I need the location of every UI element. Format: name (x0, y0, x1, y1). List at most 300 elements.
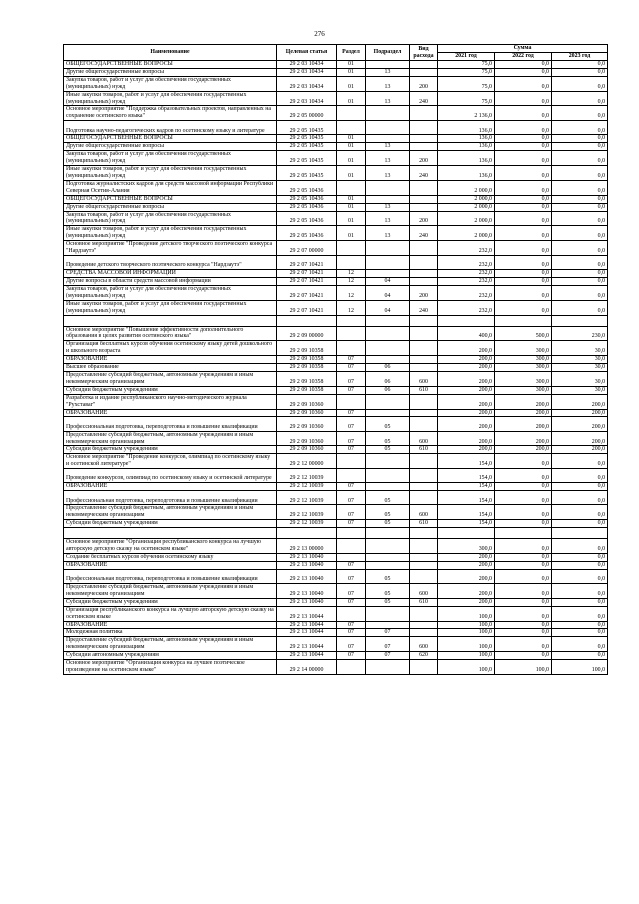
cell-target: 29 2 07 00000 (277, 241, 337, 256)
cell-2021: 75,0 (438, 61, 495, 69)
cell-name: Закупка товаров, работ и услуг для обеспечения государственных (муниципальных) нужд (64, 285, 277, 300)
cell-expense-type (410, 278, 438, 286)
cell-section (337, 606, 366, 621)
row-spacer (64, 528, 608, 539)
cell-2023: 0,0 (552, 652, 608, 660)
cell-section: 07 (337, 483, 366, 491)
cell-target: 29 2 05 10435 (277, 143, 337, 151)
table-row (64, 270, 608, 278)
cell-expense-type (410, 106, 438, 121)
cell-name: Создание бесплатных курсов обучения осетинскому языку (64, 553, 277, 561)
cell-2023: 0,0 (552, 226, 608, 241)
cell-2022: 0,0 (495, 121, 552, 135)
cell-2023: 0,0 (552, 135, 608, 143)
cell-section: 12 (337, 300, 366, 315)
cell-2023: 0,0 (552, 166, 608, 181)
cell-name: Закупка товаров, работ и услуг для обеспечения государственных (муниципальных) нужд (64, 211, 277, 226)
cell-section: 07 (337, 364, 366, 372)
table-row (64, 195, 608, 203)
table-row (64, 409, 608, 417)
header-2022: 2022 год (495, 53, 552, 61)
cell-2021: 200,0 (438, 583, 495, 598)
cell-2023: 0,0 (552, 270, 608, 278)
table-row (64, 151, 608, 166)
cell-section: 07 (337, 520, 366, 528)
cell-target: 29 2 14 00000 (277, 660, 337, 675)
cell-2023: 0,0 (552, 553, 608, 561)
cell-section: 07 (337, 386, 366, 394)
cell-subsection: 13 (366, 68, 410, 76)
cell-expense-type (410, 539, 438, 554)
cell-2022: 0,0 (495, 180, 552, 195)
cell-name: Подготовка журналистских кадров для средств массовой информации Республики Северная Осетия-Алания (64, 180, 277, 195)
header-section: Раздел (337, 45, 366, 61)
cell-2023: 30,0 (552, 386, 608, 394)
cell-subsection (366, 135, 410, 143)
cell-expense-type (410, 483, 438, 491)
cell-name: Основное мероприятие "Организация республиканского конкурса на лучшую авторскую детскую сказку на осетинском языке" (64, 539, 277, 554)
table-row (64, 520, 608, 528)
cell-2021: 200,0 (438, 341, 495, 356)
cell-name: Основное мероприятие "Повышение эффективности дополнительного образования в целях развития осетинского языка" (64, 326, 277, 341)
cell-expense-type: 240 (410, 91, 438, 106)
cell-subsection (366, 341, 410, 356)
cell-name: СРЕДСТВА МАССОВОЙ ИНФОРМАЦИИ (64, 270, 277, 278)
cell-2021: 200,0 (438, 386, 495, 394)
table-row (64, 483, 608, 491)
cell-2023: 200,0 (552, 394, 608, 409)
cell-2023: 230,0 (552, 326, 608, 341)
cell-2022: 0,0 (495, 68, 552, 76)
cell-expense-type (410, 255, 438, 269)
cell-target: 29 2 13 10044 (277, 621, 337, 629)
cell-target: 29 2 05 10435 (277, 151, 337, 166)
table-row (64, 394, 608, 409)
table-row (64, 621, 608, 629)
cell-2022: 0,0 (495, 569, 552, 583)
cell-expense-type (410, 606, 438, 621)
cell-name: ОБРАЗОВАНИЕ (64, 483, 277, 491)
cell-2022: 0,0 (495, 241, 552, 256)
cell-2022: 0,0 (495, 135, 552, 143)
header-expense-type: Вид расхода (410, 45, 438, 61)
cell-subsection: 05 (366, 520, 410, 528)
cell-subsection: 13 (366, 76, 410, 91)
cell-2023: 0,0 (552, 637, 608, 652)
cell-subsection: 07 (366, 629, 410, 637)
cell-section: 07 (337, 417, 366, 431)
cell-2023: 0,0 (552, 241, 608, 256)
table-row (64, 241, 608, 256)
cell-subsection (366, 409, 410, 417)
cell-name: ОБЩЕГОСУДАРСТВЕННЫЕ ВОПРОСЫ (64, 135, 277, 143)
cell-2023: 0,0 (552, 203, 608, 211)
cell-2022: 0,0 (495, 203, 552, 211)
cell-subsection (366, 483, 410, 491)
cell-name: Иные закупки товаров, работ и услуг для обеспечения государственных (муниципальных) нужд (64, 91, 277, 106)
cell-2022: 0,0 (495, 61, 552, 69)
cell-name: Предоставление субсидий бюджетным, автономным учреждениям и иным некоммерческим организациям (64, 372, 277, 387)
cell-subsection (366, 106, 410, 121)
cell-2023: 0,0 (552, 491, 608, 505)
cell-subsection (366, 621, 410, 629)
cell-target: 29 2 13 00000 (277, 539, 337, 554)
cell-2021: 154,0 (438, 520, 495, 528)
cell-section (337, 454, 366, 469)
cell-expense-type: 610 (410, 386, 438, 394)
cell-section: 01 (337, 203, 366, 211)
cell-2021: 100,0 (438, 637, 495, 652)
cell-2022: 0,0 (495, 621, 552, 629)
cell-2022: 0,0 (495, 583, 552, 598)
cell-2021: 200,0 (438, 356, 495, 364)
cell-target: 29 2 13 10040 (277, 561, 337, 569)
cell-expense-type: 200 (410, 285, 438, 300)
cell-subsection (366, 326, 410, 341)
cell-name: Субсидии бюджетным учреждениям (64, 386, 277, 394)
cell-2021: 400,0 (438, 326, 495, 341)
cell-section: 01 (337, 61, 366, 69)
cell-expense-type (410, 356, 438, 364)
cell-name: Субсидии автономным учреждениям (64, 652, 277, 660)
cell-2021: 232,0 (438, 300, 495, 315)
cell-2022: 0,0 (495, 652, 552, 660)
cell-expense-type (410, 241, 438, 256)
table-row (64, 341, 608, 356)
table-row (64, 660, 608, 675)
cell-2021: 200,0 (438, 598, 495, 606)
cell-expense-type (410, 621, 438, 629)
cell-name: Организация бесплатных курсов обучения осетинскому языку детей дошкольного и школьного возраста (64, 341, 277, 356)
cell-expense-type (410, 121, 438, 135)
cell-name: ОБРАЗОВАНИЕ (64, 409, 277, 417)
table-row (64, 61, 608, 69)
cell-2022: 300,0 (495, 364, 552, 372)
cell-expense-type (410, 569, 438, 583)
cell-expense-type (410, 364, 438, 372)
cell-target: 29 2 13 10044 (277, 629, 337, 637)
cell-name: Субсидии бюджетным учреждениям (64, 598, 277, 606)
cell-2022: 0,0 (495, 520, 552, 528)
cell-2022: 300,0 (495, 341, 552, 356)
cell-2022: 0,0 (495, 270, 552, 278)
cell-name: ОБРАЗОВАНИЕ (64, 356, 277, 364)
table-row (64, 561, 608, 569)
cell-2021: 136,0 (438, 121, 495, 135)
cell-2022: 0,0 (495, 166, 552, 181)
cell-target: 29 2 05 10435 (277, 121, 337, 135)
cell-target: 29 2 09 00000 (277, 326, 337, 341)
cell-section: 12 (337, 285, 366, 300)
page-number: 276 (314, 30, 325, 38)
cell-subsection (366, 61, 410, 69)
cell-expense-type: 600 (410, 431, 438, 446)
header-name: Наименование (64, 45, 277, 61)
cell-target: 29 2 05 10436 (277, 180, 337, 195)
cell-2022: 0,0 (495, 106, 552, 121)
cell-name: Разработка и издание республиканского научно-методического журнала "Рухставаг" (64, 394, 277, 409)
cell-2021: 232,0 (438, 278, 495, 286)
cell-name: Другие общегосударственные вопросы (64, 143, 277, 151)
cell-2023: 0,0 (552, 300, 608, 315)
cell-target: 29 2 13 10044 (277, 652, 337, 660)
cell-2022: 0,0 (495, 211, 552, 226)
cell-name: Профессиональная подготовка, переподготовка и повышение квалификации (64, 569, 277, 583)
cell-2021: 232,0 (438, 241, 495, 256)
cell-2023: 0,0 (552, 143, 608, 151)
cell-section (337, 255, 366, 269)
cell-2023: 0,0 (552, 106, 608, 121)
cell-target: 29 2 09 10358 (277, 386, 337, 394)
cell-subsection: 06 (366, 386, 410, 394)
table-row (64, 285, 608, 300)
cell-2021: 2 000,0 (438, 226, 495, 241)
cell-expense-type: 620 (410, 652, 438, 660)
cell-2023: 0,0 (552, 483, 608, 491)
cell-2022: 0,0 (495, 606, 552, 621)
cell-subsection (366, 195, 410, 203)
cell-target: 29 2 07 10421 (277, 285, 337, 300)
cell-expense-type (410, 629, 438, 637)
cell-section (337, 326, 366, 341)
cell-section: 07 (337, 505, 366, 520)
header-sum: Сумма (438, 45, 608, 53)
cell-2022: 0,0 (495, 300, 552, 315)
cell-target: 29 2 07 10421 (277, 300, 337, 315)
cell-expense-type (410, 203, 438, 211)
cell-expense-type (410, 660, 438, 675)
cell-expense-type (410, 469, 438, 483)
cell-2023: 0,0 (552, 278, 608, 286)
cell-name: Предоставление субсидий бюджетным, автономным учреждениям и иным некоммерческим организациям (64, 583, 277, 598)
cell-target: 29 2 05 10436 (277, 226, 337, 241)
cell-subsection (366, 561, 410, 569)
cell-target: 29 2 13 10044 (277, 637, 337, 652)
cell-section: 01 (337, 211, 366, 226)
cell-2023: 30,0 (552, 341, 608, 356)
cell-2023: 0,0 (552, 180, 608, 195)
cell-2023: 0,0 (552, 68, 608, 76)
table-row (64, 76, 608, 91)
cell-2022: 200,0 (495, 394, 552, 409)
cell-2022: 300,0 (495, 386, 552, 394)
cell-expense-type (410, 326, 438, 341)
cell-target: 29 2 09 10360 (277, 431, 337, 446)
cell-target: 29 2 13 10040 (277, 598, 337, 606)
cell-expense-type: 240 (410, 300, 438, 315)
header-2021: 2021 год (438, 53, 495, 61)
cell-2021: 100,0 (438, 629, 495, 637)
cell-2023: 100,0 (552, 660, 608, 675)
cell-section: 07 (337, 652, 366, 660)
cell-2022: 0,0 (495, 505, 552, 520)
cell-target: 29 2 05 10436 (277, 195, 337, 203)
cell-2022: 0,0 (495, 255, 552, 269)
cell-subsection: 13 (366, 211, 410, 226)
table-row (64, 203, 608, 211)
cell-target: 29 2 03 10434 (277, 76, 337, 91)
table-row (64, 454, 608, 469)
cell-section (337, 660, 366, 675)
cell-2021: 100,0 (438, 606, 495, 621)
cell-expense-type (410, 561, 438, 569)
budget-table (63, 44, 608, 675)
cell-name: Субсидии бюджетным учреждениям (64, 446, 277, 454)
cell-target: 29 2 09 10360 (277, 417, 337, 431)
table-row (64, 135, 608, 143)
table-row (64, 356, 608, 364)
cell-2021: 2 136,0 (438, 106, 495, 121)
table-row (64, 569, 608, 583)
cell-target: 29 2 09 10360 (277, 446, 337, 454)
cell-2023: 0,0 (552, 583, 608, 598)
cell-subsection: 05 (366, 583, 410, 598)
table-row (64, 629, 608, 637)
cell-2021: 200,0 (438, 553, 495, 561)
cell-2022: 100,0 (495, 660, 552, 675)
cell-target: 29 2 05 00000 (277, 106, 337, 121)
cell-target: 29 2 12 10039 (277, 505, 337, 520)
cell-section: 07 (337, 598, 366, 606)
cell-target: 29 2 09 10358 (277, 372, 337, 387)
cell-name: Субсидии бюджетным учреждениям (64, 520, 277, 528)
cell-subsection (366, 255, 410, 269)
cell-section: 07 (337, 561, 366, 569)
cell-target: 29 2 07 10421 (277, 255, 337, 269)
cell-section: 07 (337, 621, 366, 629)
cell-subsection (366, 394, 410, 409)
cell-subsection (366, 606, 410, 621)
cell-expense-type: 600 (410, 505, 438, 520)
table-row (64, 326, 608, 341)
cell-subsection: 13 (366, 91, 410, 106)
cell-expense-type: 240 (410, 166, 438, 181)
table-row (64, 180, 608, 195)
table-row (64, 469, 608, 483)
table-row (64, 431, 608, 446)
cell-2021: 2 000,0 (438, 195, 495, 203)
table-row (64, 652, 608, 660)
table-row (64, 539, 608, 554)
cell-subsection: 05 (366, 446, 410, 454)
cell-expense-type: 600 (410, 637, 438, 652)
cell-2021: 75,0 (438, 76, 495, 91)
cell-2023: 0,0 (552, 598, 608, 606)
cell-expense-type (410, 341, 438, 356)
cell-section: 01 (337, 151, 366, 166)
cell-expense-type (410, 61, 438, 69)
cell-name: Закупка товаров, работ и услуг для обеспечения государственных (муниципальных) нужд (64, 151, 277, 166)
table-row (64, 598, 608, 606)
cell-target: 29 2 09 10358 (277, 356, 337, 364)
cell-section (337, 121, 366, 135)
cell-expense-type: 600 (410, 372, 438, 387)
cell-2023: 0,0 (552, 195, 608, 203)
cell-2021: 2 000,0 (438, 211, 495, 226)
table-body (64, 61, 608, 675)
cell-2023: 0,0 (552, 621, 608, 629)
cell-section: 01 (337, 226, 366, 241)
cell-2022: 0,0 (495, 143, 552, 151)
cell-2022: 0,0 (495, 195, 552, 203)
cell-2022: 0,0 (495, 598, 552, 606)
cell-name: Иные закупки товаров, работ и услуг для обеспечения государственных (муниципальных) нужд (64, 166, 277, 181)
cell-2021: 75,0 (438, 91, 495, 106)
cell-name: Высшее образование (64, 364, 277, 372)
header-2023: 2023 год (552, 53, 608, 61)
cell-2023: 0,0 (552, 211, 608, 226)
cell-2022: 0,0 (495, 637, 552, 652)
cell-subsection: 13 (366, 143, 410, 151)
cell-subsection: 04 (366, 300, 410, 315)
cell-section (337, 394, 366, 409)
cell-target: 29 2 05 10435 (277, 135, 337, 143)
table-row (64, 553, 608, 561)
cell-subsection: 06 (366, 372, 410, 387)
cell-section: 01 (337, 143, 366, 151)
header-subsection: Подраздел (366, 45, 410, 61)
cell-2022: 0,0 (495, 151, 552, 166)
cell-2022: 0,0 (495, 553, 552, 561)
table-row (64, 372, 608, 387)
cell-subsection: 05 (366, 431, 410, 446)
cell-subsection (366, 356, 410, 364)
cell-target: 29 2 03 10434 (277, 68, 337, 76)
cell-subsection (366, 270, 410, 278)
cell-2023: 30,0 (552, 356, 608, 364)
cell-expense-type (410, 270, 438, 278)
cell-2021: 200,0 (438, 417, 495, 431)
cell-expense-type (410, 409, 438, 417)
cell-section (337, 539, 366, 554)
cell-section (337, 553, 366, 561)
cell-2021: 154,0 (438, 483, 495, 491)
cell-2023: 200,0 (552, 417, 608, 431)
cell-section (337, 341, 366, 356)
cell-2021: 232,0 (438, 270, 495, 278)
cell-target: 29 2 12 00000 (277, 454, 337, 469)
cell-section (337, 180, 366, 195)
cell-2021: 136,0 (438, 151, 495, 166)
table-row (64, 417, 608, 431)
cell-name: Основное мероприятие "Организация конкурса на лучшее поэтическое произведение на осетинском языке" (64, 660, 277, 675)
cell-name: ОБЩЕГОСУДАРСТВЕННЫЕ ВОПРОСЫ (64, 195, 277, 203)
cell-2022: 200,0 (495, 409, 552, 417)
cell-section: 07 (337, 637, 366, 652)
cell-name: ОБРАЗОВАНИЕ (64, 561, 277, 569)
cell-name: Предоставление субсидий бюджетным, автономным учреждениям и иным некоммерческим организациям (64, 431, 277, 446)
cell-section: 01 (337, 195, 366, 203)
cell-subsection: 13 (366, 151, 410, 166)
cell-section: 01 (337, 166, 366, 181)
cell-section: 07 (337, 356, 366, 364)
cell-2023: 0,0 (552, 629, 608, 637)
cell-2022: 0,0 (495, 285, 552, 300)
cell-expense-type (410, 195, 438, 203)
cell-expense-type: 610 (410, 446, 438, 454)
cell-subsection: 07 (366, 652, 410, 660)
cell-target: 29 2 09 10360 (277, 409, 337, 417)
cell-section: 07 (337, 583, 366, 598)
cell-2021: 200,0 (438, 561, 495, 569)
cell-subsection (366, 469, 410, 483)
cell-target: 29 2 12 10039 (277, 469, 337, 483)
table-row (64, 211, 608, 226)
cell-2023: 0,0 (552, 569, 608, 583)
table-row (64, 226, 608, 241)
cell-2021: 300,0 (438, 539, 495, 554)
cell-2021: 232,0 (438, 255, 495, 269)
